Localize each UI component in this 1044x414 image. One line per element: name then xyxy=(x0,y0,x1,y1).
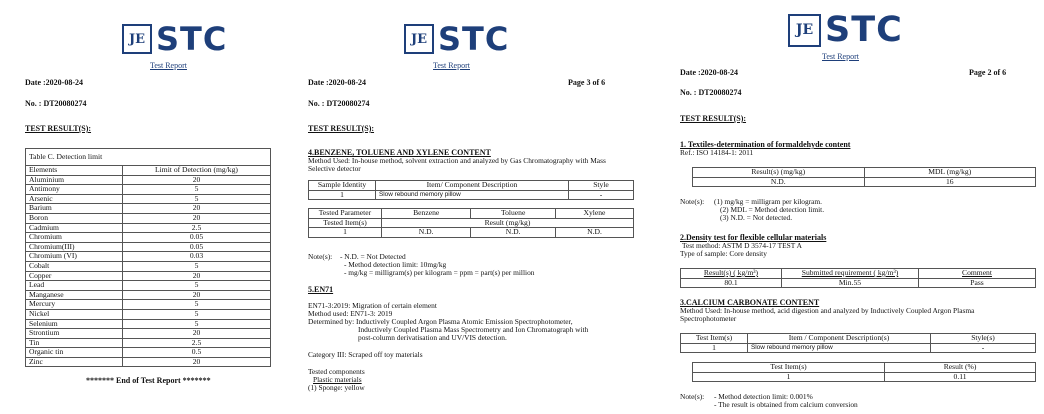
element-limit: 20 xyxy=(123,175,271,185)
element-name: Strontium xyxy=(26,329,123,339)
table-row xyxy=(681,278,1036,288)
density-result: 80.1 xyxy=(681,278,782,288)
note-line: - Method detection limit: 10mg/kg xyxy=(344,260,447,269)
element-name: Tin xyxy=(26,338,123,348)
density-table xyxy=(680,268,1036,288)
formaldehyde-title: 1. Textiles-determination of formaldehyde content xyxy=(680,140,851,149)
logo-word: STC xyxy=(156,20,228,58)
element-limit: 0.03 xyxy=(123,252,271,262)
header-tested-items: Tested Item(s) xyxy=(309,218,382,228)
density-method: Test method: ASTM D 3574-17 TEST A xyxy=(682,241,802,250)
table-row xyxy=(693,177,1036,187)
header-comment: Comment xyxy=(919,269,1036,279)
element-name: Antimony xyxy=(26,185,123,195)
xylene-result: N.D. xyxy=(555,228,633,238)
table-row xyxy=(26,300,271,310)
calcium-result-value: 0.11 xyxy=(885,372,1036,382)
note-line: - N.D. = Not Detected xyxy=(340,252,406,261)
table-row xyxy=(26,357,271,367)
table-row xyxy=(26,261,271,271)
sample-description: Slow rebound memory pillow xyxy=(376,190,569,200)
header-benzene: Benzene xyxy=(382,209,471,219)
table-row xyxy=(26,213,271,223)
btx-method-cont: Selective detector xyxy=(308,164,361,173)
btx-sample-table xyxy=(308,180,634,200)
note-line: - The result is obtained from calcium conversion xyxy=(714,400,858,409)
element-limit: 20 xyxy=(123,204,271,214)
element-limit: 20 xyxy=(123,213,271,223)
table-row xyxy=(26,281,271,291)
header-styles: Style(s) xyxy=(931,334,1036,344)
element-limit: 5 xyxy=(123,194,271,204)
element-limit: 20 xyxy=(123,271,271,281)
note-line: - mg/kg = milligram(s) per kilogram = ppm = part(s) per million xyxy=(344,268,535,277)
density-sample-type: Type of sample: Core density xyxy=(680,249,767,258)
en71-line: EN71-3:2019: Migration of certain element xyxy=(308,301,437,310)
notes-label: Note(s): xyxy=(680,392,705,401)
element-limit: 20 xyxy=(123,357,271,367)
report-number: No. : DT20080274 xyxy=(680,88,742,97)
header-toluene: Toluene xyxy=(471,209,556,219)
element-limit: 5 xyxy=(123,319,271,329)
calcium-result-table xyxy=(692,362,1036,382)
element-name: Manganese xyxy=(26,290,123,300)
header-limit: Limit of Detection (mg/kg) xyxy=(123,166,271,176)
section-title: TEST RESULT(S): xyxy=(308,124,375,133)
table-row xyxy=(26,185,271,195)
stc-logo xyxy=(122,20,227,58)
en71-line: Method used: EN71-3: 2019 xyxy=(308,309,393,318)
je-logo-icon: JE xyxy=(788,14,821,47)
element-name: Aluminium xyxy=(26,175,123,185)
en71-line: Inductively Coupled Plasma Mass Spectrometry and Ion Chromatograph with xyxy=(358,325,589,334)
formaldehyde-ref: Ref.: ISO 14184-1: 2011 xyxy=(680,148,754,157)
element-limit: 5 xyxy=(123,185,271,195)
table-row xyxy=(26,309,271,319)
table-row xyxy=(26,329,271,339)
formaldehyde-table xyxy=(692,167,1036,187)
tested-components: Tested components xyxy=(308,367,365,376)
btx-section-title: 4.BENZENE, TOLUENE AND XYLENE CONTENT xyxy=(308,148,491,157)
table-row xyxy=(309,228,634,238)
element-name: Barium xyxy=(26,204,123,214)
header-test-items: Test Item(s) xyxy=(693,363,885,373)
calcium-description: Slow rebound memory pillow xyxy=(748,343,931,353)
element-name: Zinc xyxy=(26,357,123,367)
density-title: 2.Density test for flexible cellular materials xyxy=(680,233,827,242)
sample-style: - xyxy=(569,190,634,200)
header-result-percent: Result (%) xyxy=(885,363,1036,373)
test-report-subtitle[interactable]: Test Report xyxy=(822,52,859,61)
header-mdl: MDL (mg/kg) xyxy=(864,168,1036,178)
logo-word: STC xyxy=(825,10,903,50)
element-name: Nickel xyxy=(26,309,123,319)
report-page-1 xyxy=(0,0,296,414)
table-row xyxy=(309,190,634,200)
section-title: TEST RESULT(S): xyxy=(25,124,92,133)
notes-label: Note(s): xyxy=(680,197,705,206)
table-row xyxy=(26,175,271,185)
table-row xyxy=(681,343,1036,353)
btx-result-table xyxy=(308,208,634,238)
header-test-items: Test Item(s) xyxy=(681,334,748,344)
element-name: Copper xyxy=(26,271,123,281)
calcium-style: - xyxy=(931,343,1036,353)
element-limit: 0.5 xyxy=(123,348,271,358)
header-requirement: Submitted requirement ( kg/m³) xyxy=(782,269,919,279)
header-item-description: Item/ Component Description xyxy=(376,181,569,191)
element-name: Mercury xyxy=(26,300,123,310)
btx-method: Method Used: In-house method, solvent extraction and analyzed by Gas Chromatography with Mass xyxy=(308,156,606,165)
header-result-mgkg: Result (mg/kg) xyxy=(382,218,634,228)
sample-id: 1 xyxy=(309,190,376,200)
density-requirement: Min.55 xyxy=(782,278,919,288)
table-row xyxy=(26,223,271,233)
table-caption: Table C. Detection limit xyxy=(26,149,271,166)
header-sample-identity: Sample Identity xyxy=(309,181,376,191)
header-result-mgkg: Result(s) (mg/kg) xyxy=(693,168,865,178)
element-limit: 5 xyxy=(123,261,271,271)
element-limit: 5 xyxy=(123,281,271,291)
note-line: - Method detection limit: 0.001% xyxy=(714,392,813,401)
en71-line: Determined by: Inductively Coupled Argon Plasma Atomic Emission Spectrophotometer, xyxy=(308,317,573,326)
calcium-result-item: 1 xyxy=(693,372,885,382)
calcium-title: 3.CALCIUM CARBONATE CONTENT xyxy=(680,298,820,307)
stc-logo xyxy=(404,20,509,58)
je-logo-icon: JE xyxy=(404,24,434,54)
section-title: TEST RESULT(S): xyxy=(680,114,747,123)
logo-word: STC xyxy=(438,20,510,58)
note-line: (1) mg/kg = milligram per kilogram. xyxy=(714,197,823,206)
element-limit: 5 xyxy=(123,300,271,310)
element-name: Arsenic xyxy=(26,194,123,204)
en71-line: post-column derivatisation and UV/VIS detection. xyxy=(358,333,507,342)
table-row xyxy=(26,194,271,204)
note-line: (3) N.D. = Not detected. xyxy=(720,213,793,222)
plastic-materials: Plastic materials xyxy=(313,375,362,384)
en71-section-title: 5.EN71 xyxy=(308,285,334,294)
page-number: Page 2 of 6 xyxy=(969,68,1007,77)
report-page-3 xyxy=(674,0,1044,414)
element-name: Organic tin xyxy=(26,348,123,358)
calcium-test-item: 1 xyxy=(681,343,748,353)
header-component-description: Item / Component Description(s) xyxy=(748,334,931,344)
header-elements: Elements xyxy=(26,166,123,176)
end-of-report: ******* End of Test Report ******* xyxy=(86,376,211,385)
calcium-method: Method Used: In-house method, acid digestion and analyzed by Inductively Coupled Argon Plasma xyxy=(680,306,975,315)
table-row xyxy=(26,319,271,329)
notes-label: Note(s): xyxy=(308,252,333,261)
element-limit: 2.5 xyxy=(123,338,271,348)
element-name: Chromium (VI) xyxy=(26,252,123,262)
test-report-subtitle[interactable]: Test Report xyxy=(433,61,470,70)
table-row xyxy=(26,348,271,358)
element-limit: 5 xyxy=(123,309,271,319)
report-number: No. : DT20080274 xyxy=(25,99,87,108)
toluene-result: N.D. xyxy=(471,228,556,238)
element-limit: 0.05 xyxy=(123,242,271,252)
calcium-sample-table xyxy=(680,333,1036,353)
page-number: Page 3 of 6 xyxy=(568,78,606,87)
header-xylene: Xylene xyxy=(555,209,633,219)
element-name: Chromium(III) xyxy=(26,242,123,252)
table-row xyxy=(26,271,271,281)
je-logo-icon: JE xyxy=(122,24,152,54)
table-row xyxy=(26,252,271,262)
table-row xyxy=(26,233,271,243)
stc-logo xyxy=(788,10,903,50)
header-density-result: Result(s) ( kg/m³) xyxy=(681,269,782,279)
category-text: Category III: Scraped off toy materials xyxy=(308,350,423,359)
formaldehyde-result: N.D. xyxy=(693,177,865,187)
report-date: Date :2020-08-24 xyxy=(680,68,738,77)
sponge-line: (1) Sponge: yellow xyxy=(308,383,365,392)
element-name: Boron xyxy=(26,213,123,223)
header-tested-parameter: Tested Parameter xyxy=(309,209,382,219)
calcium-method-cont: Spectrophotometer xyxy=(680,314,737,323)
note-line: (2) MDL = Method detection limit. xyxy=(720,205,825,214)
element-limit: 0.05 xyxy=(123,233,271,243)
header-style: Style xyxy=(569,181,634,191)
detection-limit-table xyxy=(25,148,271,367)
table-row xyxy=(26,204,271,214)
formaldehyde-mdl: 16 xyxy=(864,177,1036,187)
benzene-result: N.D. xyxy=(382,228,471,238)
element-limit: 2.5 xyxy=(123,223,271,233)
element-name: Lead xyxy=(26,281,123,291)
report-date: Date :2020-08-24 xyxy=(25,78,83,87)
report-date: Date :2020-08-24 xyxy=(308,78,366,87)
test-report-subtitle[interactable]: Test Report xyxy=(150,61,187,70)
element-limit: 20 xyxy=(123,290,271,300)
tested-item: 1 xyxy=(309,228,382,238)
report-page-2 xyxy=(300,0,646,414)
element-name: Cobalt xyxy=(26,261,123,271)
density-comment: Pass xyxy=(919,278,1036,288)
element-name: Cadmium xyxy=(26,223,123,233)
table-row xyxy=(693,372,1036,382)
element-limit: 20 xyxy=(123,329,271,339)
report-number: No. : DT20080274 xyxy=(308,99,370,108)
table-row xyxy=(26,290,271,300)
element-name: Chromium xyxy=(26,233,123,243)
element-name: Selenium xyxy=(26,319,123,329)
